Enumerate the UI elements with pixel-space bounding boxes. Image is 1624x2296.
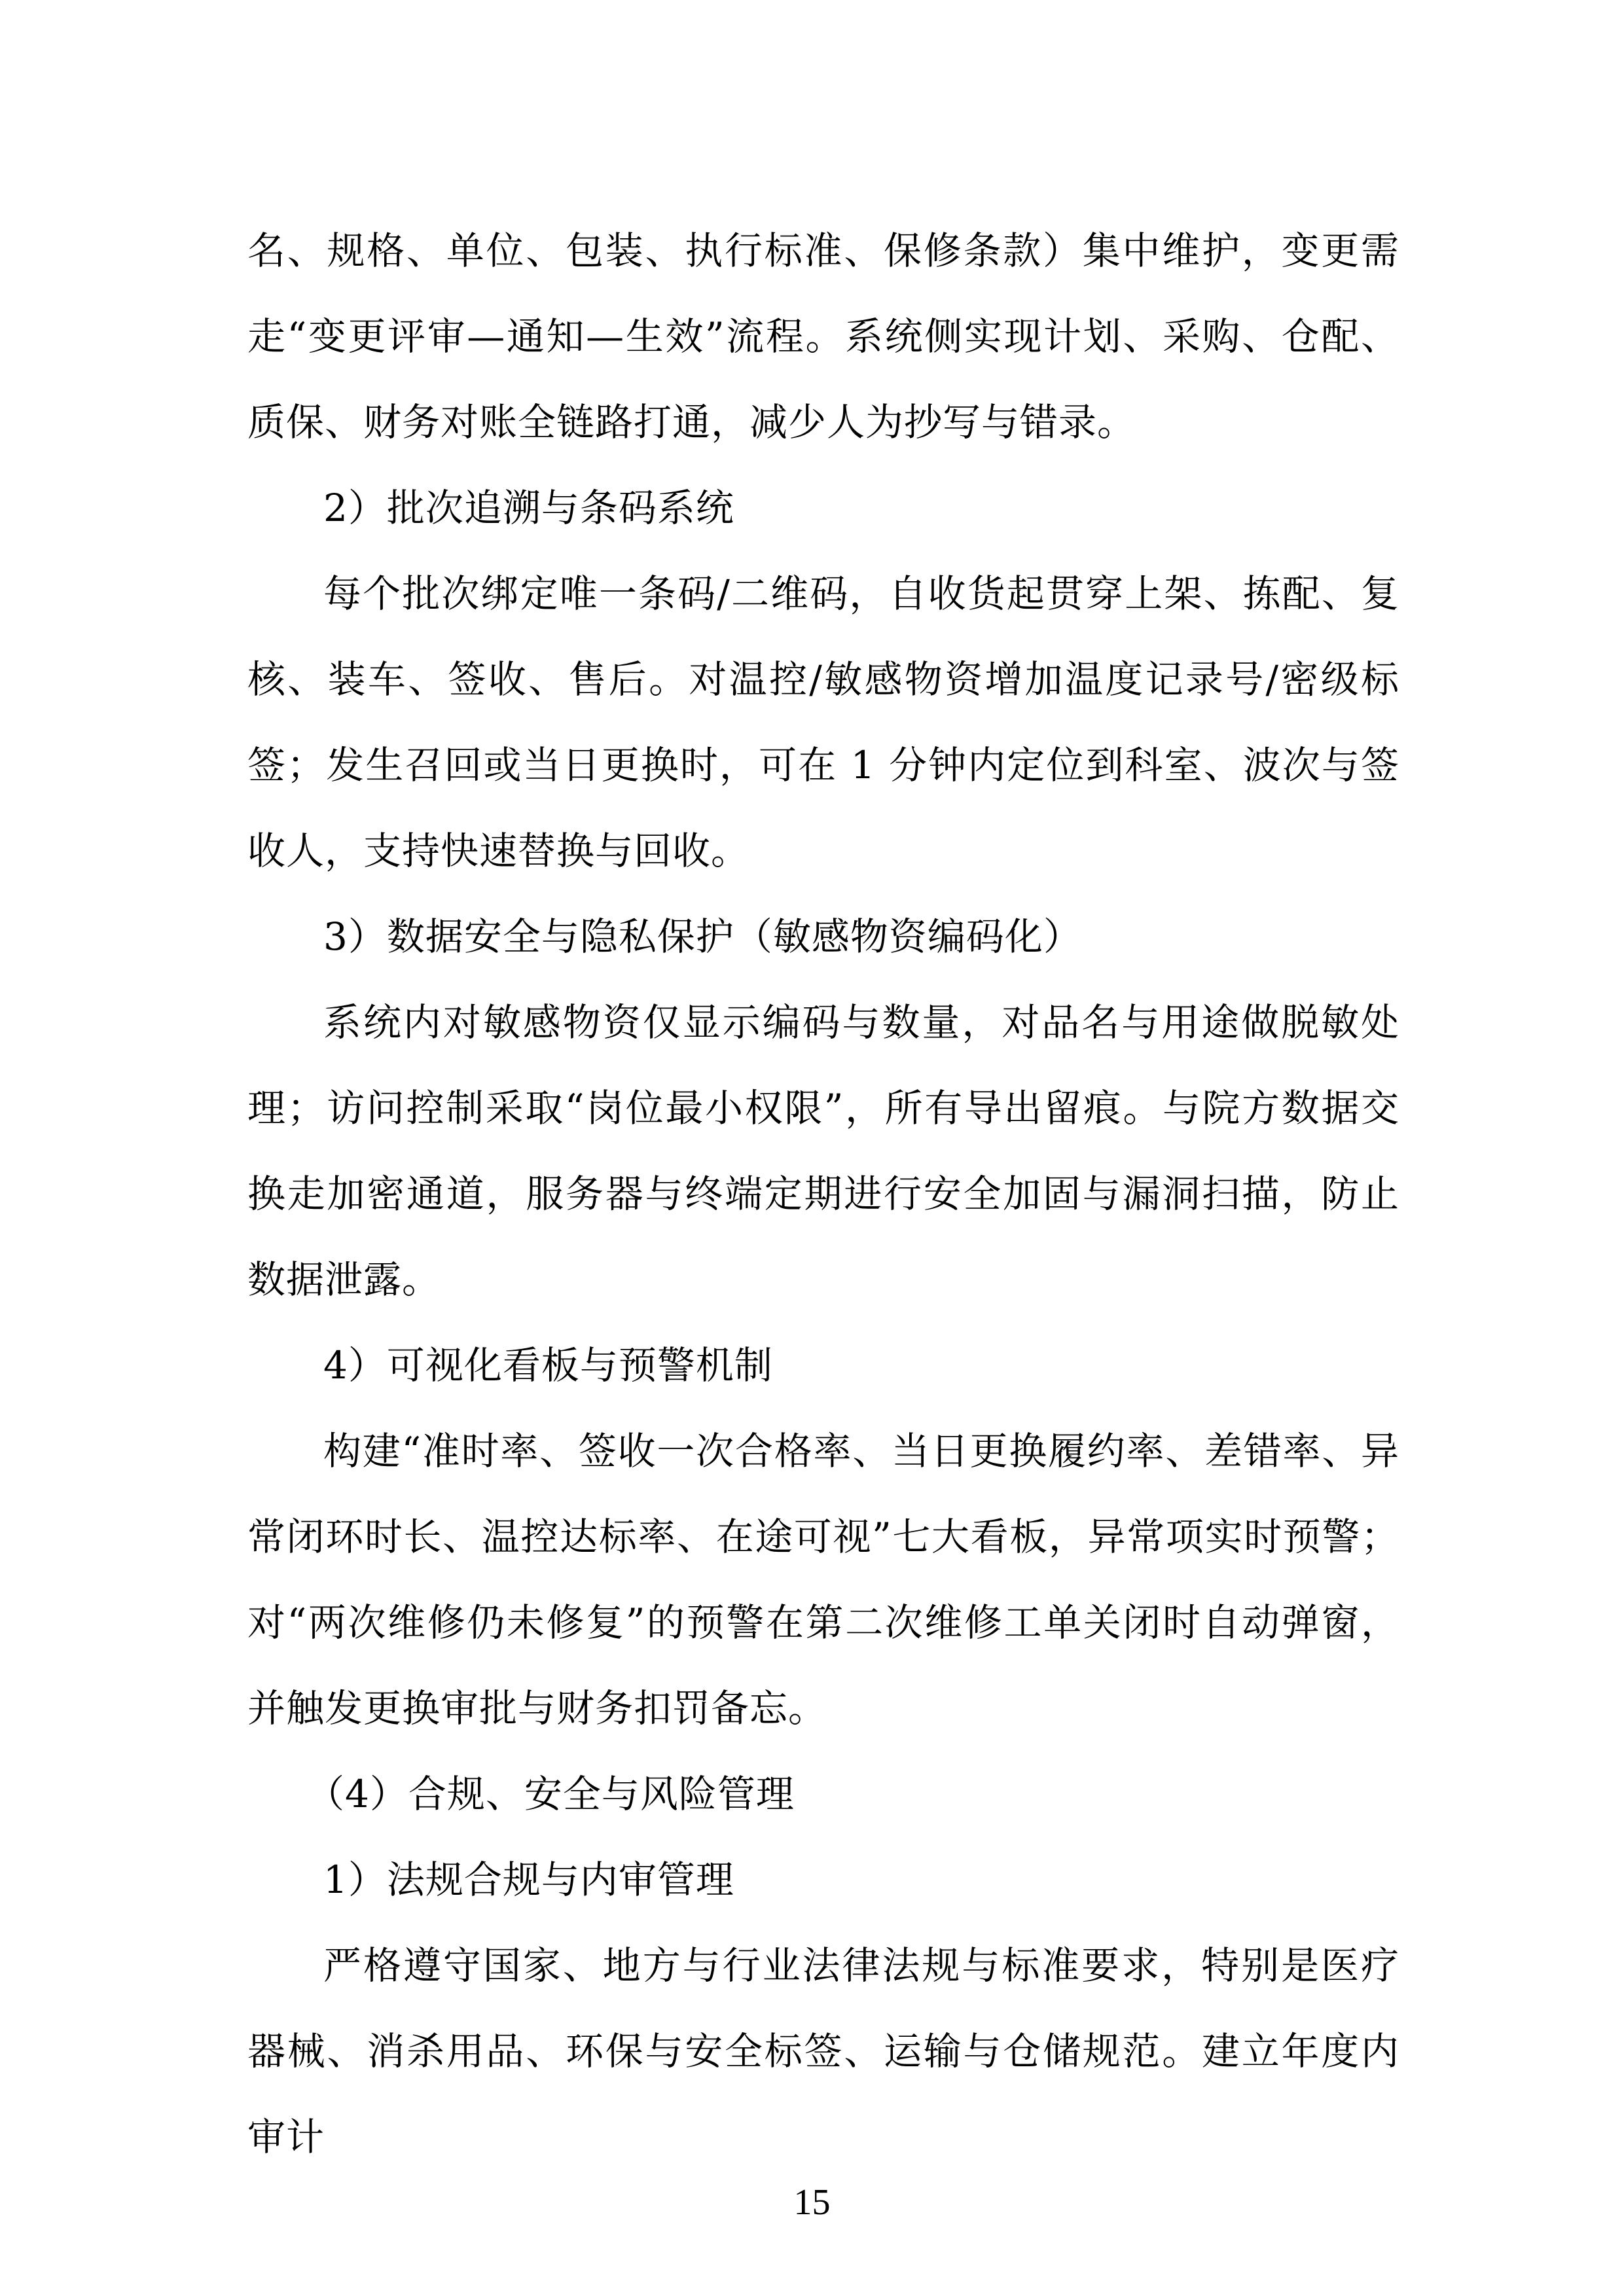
paragraph-regulatory-audit: 严格遵守国家、地方与行业法律法规与标准要求，特别是医疗器械、消杀用品、环保与安全标签、运输与仓储规范。建立年度内审计 [247,1943,1399,2159]
paragraph-batch-traceability: 每个批次绑定唯一条码/二维码，自收货起贯穿上架、拣配、复核、装车、签收、售后。对温控/敏感物资增加温度记录号/密级标签；发生召回或当日更换时，可在 1 分钟内定位到科室、波次与签收人，支持快速替换与回收。 [247,571,1399,873]
body-text [247,208,1399,2180]
page-number: 15 [793,2182,831,2223]
heading-batch-traceability: 2）批次追溯与条码系统 [323,486,734,530]
heading-regulatory-audit: 1）法规合规与内审管理 [323,1857,734,1902]
heading-compliance-risk: （4）合规、安全与风险管理 [306,1772,795,1816]
heading-data-security: 3）数据安全与隐私保护（敏感物资编码化） [323,914,1082,959]
paragraph-master-data-continued: 名、规格、单位、包装、执行标准、保修条款）集中维护，变更需走“变更评审—通知—生效”流程。系统侧实现计划、采购、仓配、质保、财务对账全链路打通，减少人为抄写与错录。 [247,228,1399,444]
heading-dashboard-alerts: 4）可视化看板与预警机制 [323,1343,773,1388]
paragraph-dashboard-alerts: 构建“准时率、签收一次合格率、当日更换履约率、差错率、异常闭环时长、温控达标率、在途可视”七大看板，异常项实时预警；对“两次维修仍未修复”的预警在第二次维修工单关闭时自动弹窗，并触发更换审批与财务扣罚备忘。 [247,1429,1399,1731]
paragraph-data-security: 系统内对敏感物资仅显示编码与数量，对品名与用途做脱敏处理；访问控制采取“岗位最小权限”，所有导出留痕。与院方数据交换走加密通道，服务器与终端定期进行安全加固与漏洞扫描，防止数据泄露。 [247,1000,1399,1302]
